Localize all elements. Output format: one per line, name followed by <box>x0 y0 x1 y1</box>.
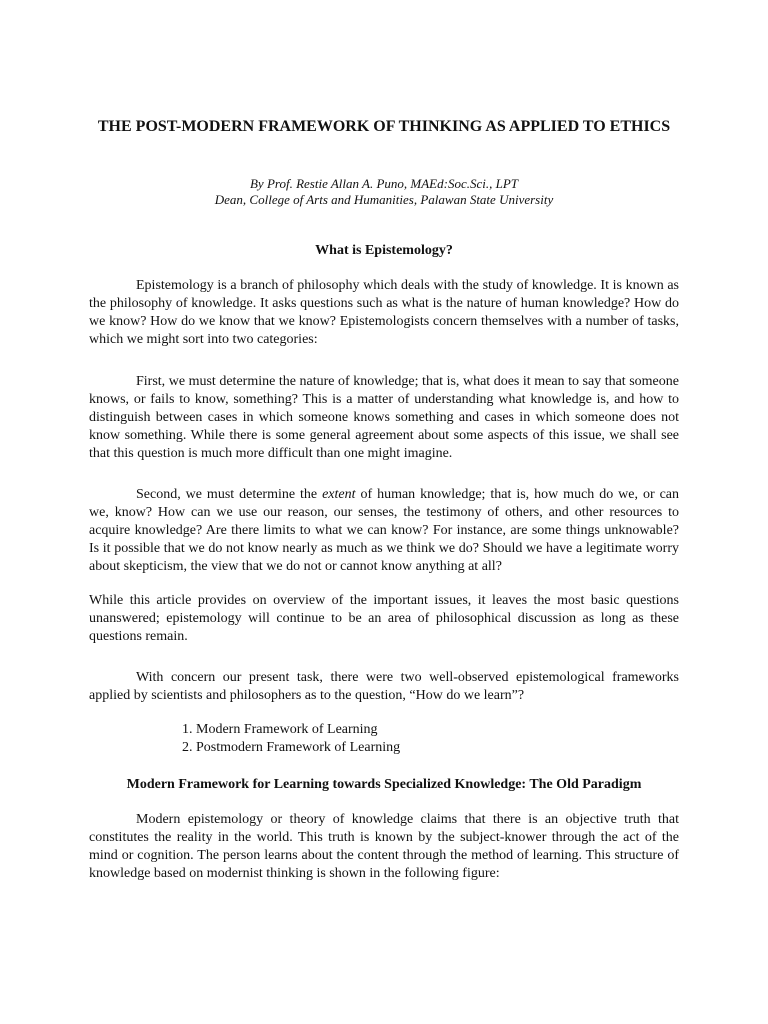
author-line: By Prof. Restie Allan A. Puno, MAEd:Soc.Sci., LPT <box>249 176 519 191</box>
frameworks-list <box>182 721 400 757</box>
emphasis-extent: extent <box>322 487 356 502</box>
section-heading-modern-framework: Modern Framework for Learning towards Specialized Knowledge: The Old Paradigm <box>126 777 642 792</box>
list-item: 1. Modern Framework of Learning <box>182 722 378 737</box>
paragraph-definition: Epistemology is a branch of philosophy which deals with the study of knowledge. It is known as the philosophy of knowledge. It asks questions such as what is the nature of human knowledge? How do we know? How do we know that we know? Epistemologists concern themselves with a number of tasks, which we might sort into two categories: <box>89 278 679 347</box>
section-heading-epistemology: What is Epistemology? <box>315 243 453 258</box>
text-segment: of human knowledge; that is, how much do we, or can we, know? How can we use our reason, our senses, the testimony of others, and other resources to acquire knowledge? Are there limits to what we can know? For instance, are some things unknowable? Is it possible that we do not know nearly as much as we think we do? Should we have a legitimate worry about skepticism, the view that we do not or cannot know anything at all? <box>89 487 679 574</box>
paragraph-overview: While this article provides on overview of the important issues, it leaves the most basic questions unanswered; epistemology will continue to be an area of philosophical discussion as long as these questions remain. <box>89 593 679 644</box>
document-title: THE POST-MODERN FRAMEWORK OF THINKING AS APPLIED TO ETHICS <box>97 118 671 135</box>
text-segment: Second, we must determine the <box>136 487 323 502</box>
affiliation-line: Dean, College of Arts and Humanities, Palawan State University <box>214 192 554 207</box>
list-item: 2. Postmodern Framework of Learning <box>182 740 401 755</box>
paragraph-modern-epistemology: Modern epistemology or theory of knowledge claims that there is an objective truth that constitutes the reality in the world. This truth is known by the subject-knower through the act of the mind or cognition. The person learns about the content through the method of learning. This structure of knowledge based on modernist thinking is shown in the following figure: <box>89 812 679 881</box>
byline <box>80 176 688 208</box>
paragraph-frameworks: With concern our present task, there were two well-observed epistemological frameworks applied by scientists and philosophers as to the question, “How do we learn”? <box>89 670 679 703</box>
paragraph-nature-of-knowledge: First, we must determine the nature of knowledge; that is, what does it mean to say that someone knows, or fails to know, something? This is a matter of understanding what knowledge is, and how to distinguish between cases in which someone knows something and cases in which someone does not know something. While there is some general agreement about some aspects of this issue, we shall see that this question is much more difficult than one might imagine. <box>89 374 679 461</box>
paragraph-extent-of-knowledge <box>89 486 679 576</box>
